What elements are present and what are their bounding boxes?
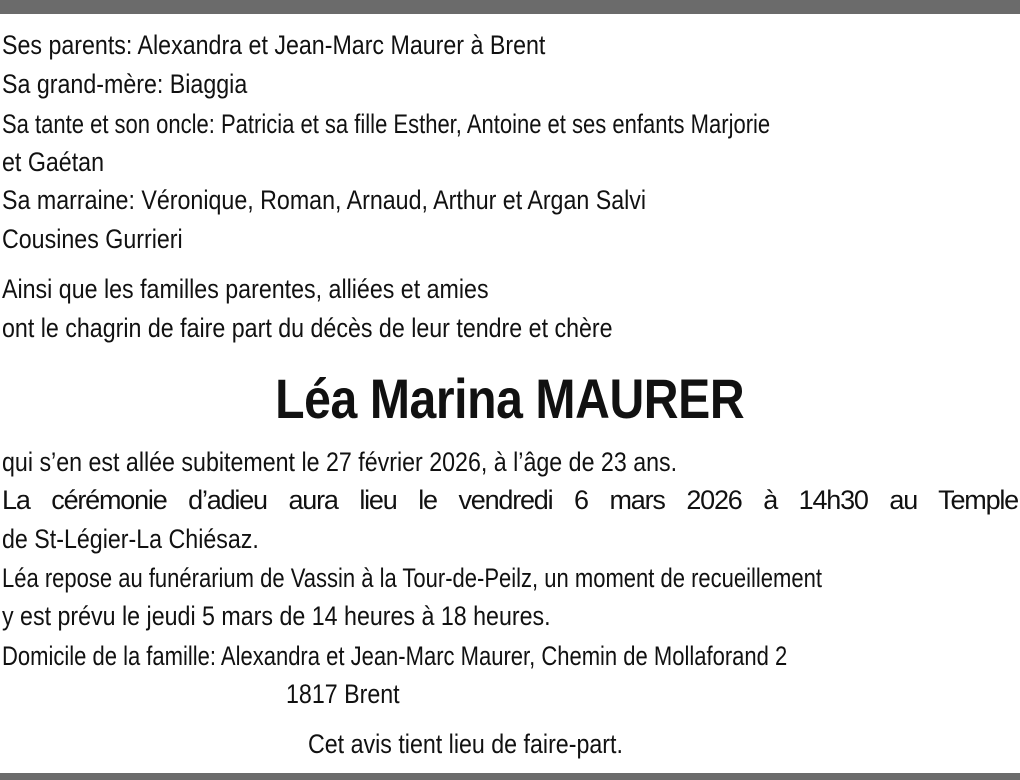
deceased-name bbox=[0, 364, 1020, 434]
top-rule bbox=[0, 0, 1020, 14]
intro-line-1: Ainsi que les familles parentes, alliées et amies bbox=[2, 274, 489, 304]
ceremony-line-1: La cérémonie d’adieu aura lieu le vendredi 6 mars 2026 à 14h30 au Temple bbox=[2, 485, 1018, 515]
repose-line-1: Léa repose au funérarium de Vassin à la Tour-de-Peilz, un moment de recueillement bbox=[2, 563, 822, 593]
family-cousins: Cousines Gurrieri bbox=[2, 224, 183, 254]
bottom-rule bbox=[0, 773, 1020, 780]
domicile-line-2: 1817 Brent bbox=[286, 679, 400, 709]
domicile-line-1: Domicile de la famille: Alexandra et Jean-Marc Maurer, Chemin de Mollaforand 2 bbox=[2, 641, 788, 671]
family-aunt-uncle-line-2: et Gaétan bbox=[2, 147, 104, 177]
family-aunt-uncle-line-1: Sa tante et son oncle: Patricia et sa fille Esther, Antoine et ses enfants Marjorie bbox=[2, 109, 771, 139]
repose-line-2: y est prévu le jeudi 5 mars de 14 heures à 18 heures. bbox=[2, 601, 551, 631]
intro-line-2: ont le chagrin de faire part du décès de leur tendre et chère bbox=[2, 313, 613, 343]
family-parents: Ses parents: Alexandra et Jean-Marc Maurer à Brent bbox=[2, 30, 546, 60]
ceremony-line-2: de St-Légier-La Chiésaz. bbox=[2, 524, 259, 554]
family-grandmother: Sa grand-mère: Biaggia bbox=[2, 69, 248, 99]
passing-statement: qui s’en est allée subitement le 27 février 2026, à l’âge de 23 ans. bbox=[2, 447, 678, 477]
closing-note: Cet avis tient lieu de faire-part. bbox=[308, 729, 623, 759]
deceased-name-text: Léa Marina MAURER bbox=[275, 367, 745, 430]
family-godmother: Sa marraine: Véronique, Roman, Arnaud, Arthur et Argan Salvi bbox=[2, 185, 647, 215]
